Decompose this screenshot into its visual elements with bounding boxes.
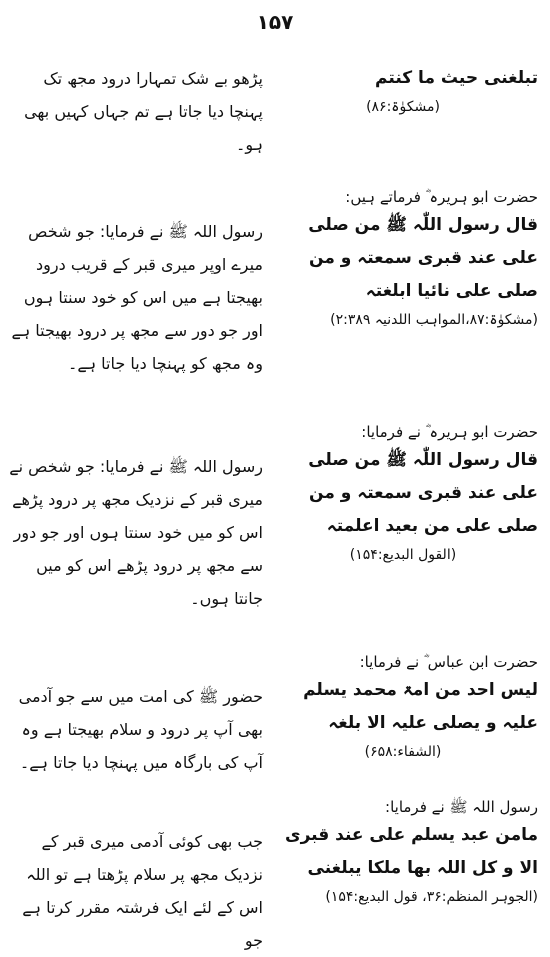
section-2-arabic-text: قال رسول اللّٰہ ﷺ من صلی علی عند قبری سمعتہ و من صلی علی نائیا ابلغتہ [308,215,538,301]
section-4-arabic-block [268,650,538,764]
section-2-urdu-translation: رسول اللہ ﷺ نے فرمایا: جو شخص میرے اوپر میری قبر کے قریب درود بھیجتا ہے میں اس کو خود سنتا ہوں اور جو دور سے مجھ پر درود بھیجتا ہے وہ مجھ کو پہنچا دیا جاتا ہے۔ [11,222,263,373]
section-1-reference: (مشکوٰۃ:۸۶) [366,99,440,115]
section-5-urdu-block [8,825,263,957]
section-3-urdu-block [8,450,263,615]
section-4-reference: (الشفاء:۶۵۸) [364,744,442,760]
section-4-arabic-text: لیس احد من امۃ محمد یسلم علیہ و یصلی علیہ الا بلغہ [303,680,538,733]
section-5-heading: رسول اللہ ﷺ نے فرمایا: [385,798,538,816]
section-4-heading: حضرت ابن عباس ؓ نے فرمایا: [359,653,538,671]
section-2-urdu-block [8,215,263,380]
section-3-heading: حضرت ابو ہریرہ ؓ نے فرمایا: [361,423,538,441]
section-5-reference: (الجوہر المنظم:۳۶، قول البدیع:۱۵۴) [325,889,538,905]
section-4-urdu-block [8,680,263,779]
section-3-reference: (القول البدیع:۱۵۴) [349,547,457,563]
section-5-arabic-text: مامن عبد یسلم علی عند قبری الا و کل اللہ بھا ملکا یبلغنی [285,825,538,878]
section-1-arabic-block [268,62,538,119]
section-1-urdu-translation: پڑھو بے شک تمہارا درود مجھ تک پہنچا دیا جاتا ہے تم جہاں کہیں بھی ہو۔ [24,69,263,154]
page-number: ۱۵۷ [256,10,294,34]
section-3-urdu-translation: رسول اللہ ﷺ نے فرمایا: جو شخص نے میری قبر کے نزدیک مجھ پر درود پڑھے اس کو میں خود سنتا ہوں اور جو دور سے مجھ پر درود پڑھے اس کو میں جانتا ہوں۔ [9,457,263,608]
section-2-reference: (مشکوٰۃ:۸۷،المواہب اللدنیہ ۲:۳۸۹) [330,312,538,328]
section-1-urdu-block [8,62,263,161]
section-4-urdu-translation: حضور ﷺ کی امت میں سے جو آدمی بھی آپ پر درود و سلام بھیجتا ہے وہ آپ کی بارگاہ میں پہنچا دیا جاتا ہے۔ [18,687,263,772]
section-2-arabic-block [268,185,538,332]
section-5-urdu-translation: جب بھی کوئی آدمی میری قبر کے نزدیک مجھ پر سلام پڑھتا ہے تو اللہ اس کے لئے ایک فرشتہ مقرر کرتا ہے جو [22,832,263,950]
section-1-arabic-text: تبلغنی حیث ما کنتم [375,68,538,88]
section-3-arabic-block [268,420,538,567]
section-2-heading: حضرت ابو ہریرہ ؓ فرماتے ہیں: [345,188,538,206]
section-5-arabic-block [268,795,538,909]
section-3-arabic-text: قال رسول اللّٰہ ﷺ من صلی علی عند قبری سمعتہ و من صلی علی من بعید اعلمتہ [308,450,538,536]
